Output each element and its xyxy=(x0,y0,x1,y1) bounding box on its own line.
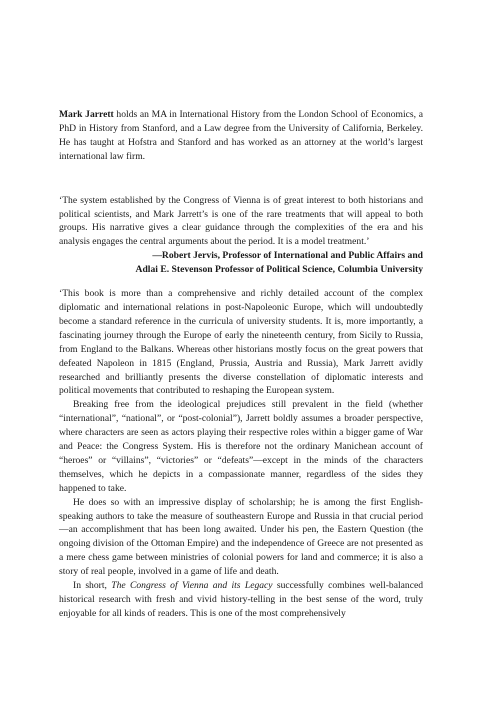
author-name: Mark Jarrett xyxy=(59,109,114,120)
paragraph-4-prefix: In short, xyxy=(73,580,112,592)
endorsement-paragraph-2: Breaking free from the ideological prejudices still prevalent in the field (whether “international”, “national”, or “post-colonial”), Jarrett boldly assumes a broader perspective, where characters are seen as actors playing their respective roles within a bigger game of War and Peace: the Congress System. His is therefore not the ordinary Manichean account of “heroes” or “villains”, “victories” or “defeats”—except in the minds of the characters themselves, which he depicts in a compassionate manner, regardless of the sides they happened to take. xyxy=(59,399,423,494)
author-bio xyxy=(59,108,423,164)
endorsement-paragraph-3: He does so with an impressive display of scholarship; he is among the first English-speaking authors to take the measure of southeastern Europe and Russia in that crucial period—an accomplishment that has been long awaited. Under his pen, the Eastern Question (the ongoing division of the Ottoman Empire) and the independence of Greece are not presented as a mere chess game between ministries of colonial powers for land and commerce; it is also a story of real people, involved in a game of life and death. xyxy=(59,496,423,578)
book-title: The Congress of Vienna and its Legacy xyxy=(111,580,273,592)
endorsement-paragraph-4 xyxy=(59,579,423,621)
endorsement-attribution-line2: Adlai E. Stevenson Professor of Political Science, Columbia University xyxy=(135,264,423,276)
endorsement-attribution-line1: —Robert Jervis, Professor of International and Public Affairs and xyxy=(152,250,423,262)
paragraph-4-suffix: successfully combines well-balanced historical research with fresh and vivid history-telling in the best sense of the word, truly enjoyable for all kinds of readers. This is one of the most comprehensively xyxy=(59,580,424,619)
text-page xyxy=(59,108,423,621)
endorsement-quote-jervis: ‘The system established by the Congress of Vienna is of great interest to both historians and political scientists, and Mark Jarrett’s is one of the rare treatments that will appeal to both groups. His narrative gives a clear guidance through the complexities of the era and his analysis engages the central arguments about the period. It is a model treatment.’ xyxy=(59,194,423,248)
endorsement-paragraph-1: ‘This book is more than a comprehensive and richly detailed account of the complex diplomatic and international relations in post-Napoleonic Europe, which will undoubtedly become a standard reference in the curricula of university students. It is, more importantly, a fascinating journey through the Europe of early the nineteenth century, from Sicily to Russia, from England to the Balkans. Whereas other historians mostly focus on the great powers that defeated Napoleon in 1815 (England, Prussia, Austria and Russia), Mark Jarrett avidly researched and brilliantly presents the diverse constellation of diplomatic interests and political movements that contributed to reshaping the European system. xyxy=(59,288,423,397)
author-bio-text: holds an MA in International History from the London School of Economics, a PhD in History from Stanford, and a Law degree from the University of California, Berkeley. He has taught at Hofstra and Stanford and has worked as an attorney at the world’s largest international law firm. xyxy=(59,109,423,162)
